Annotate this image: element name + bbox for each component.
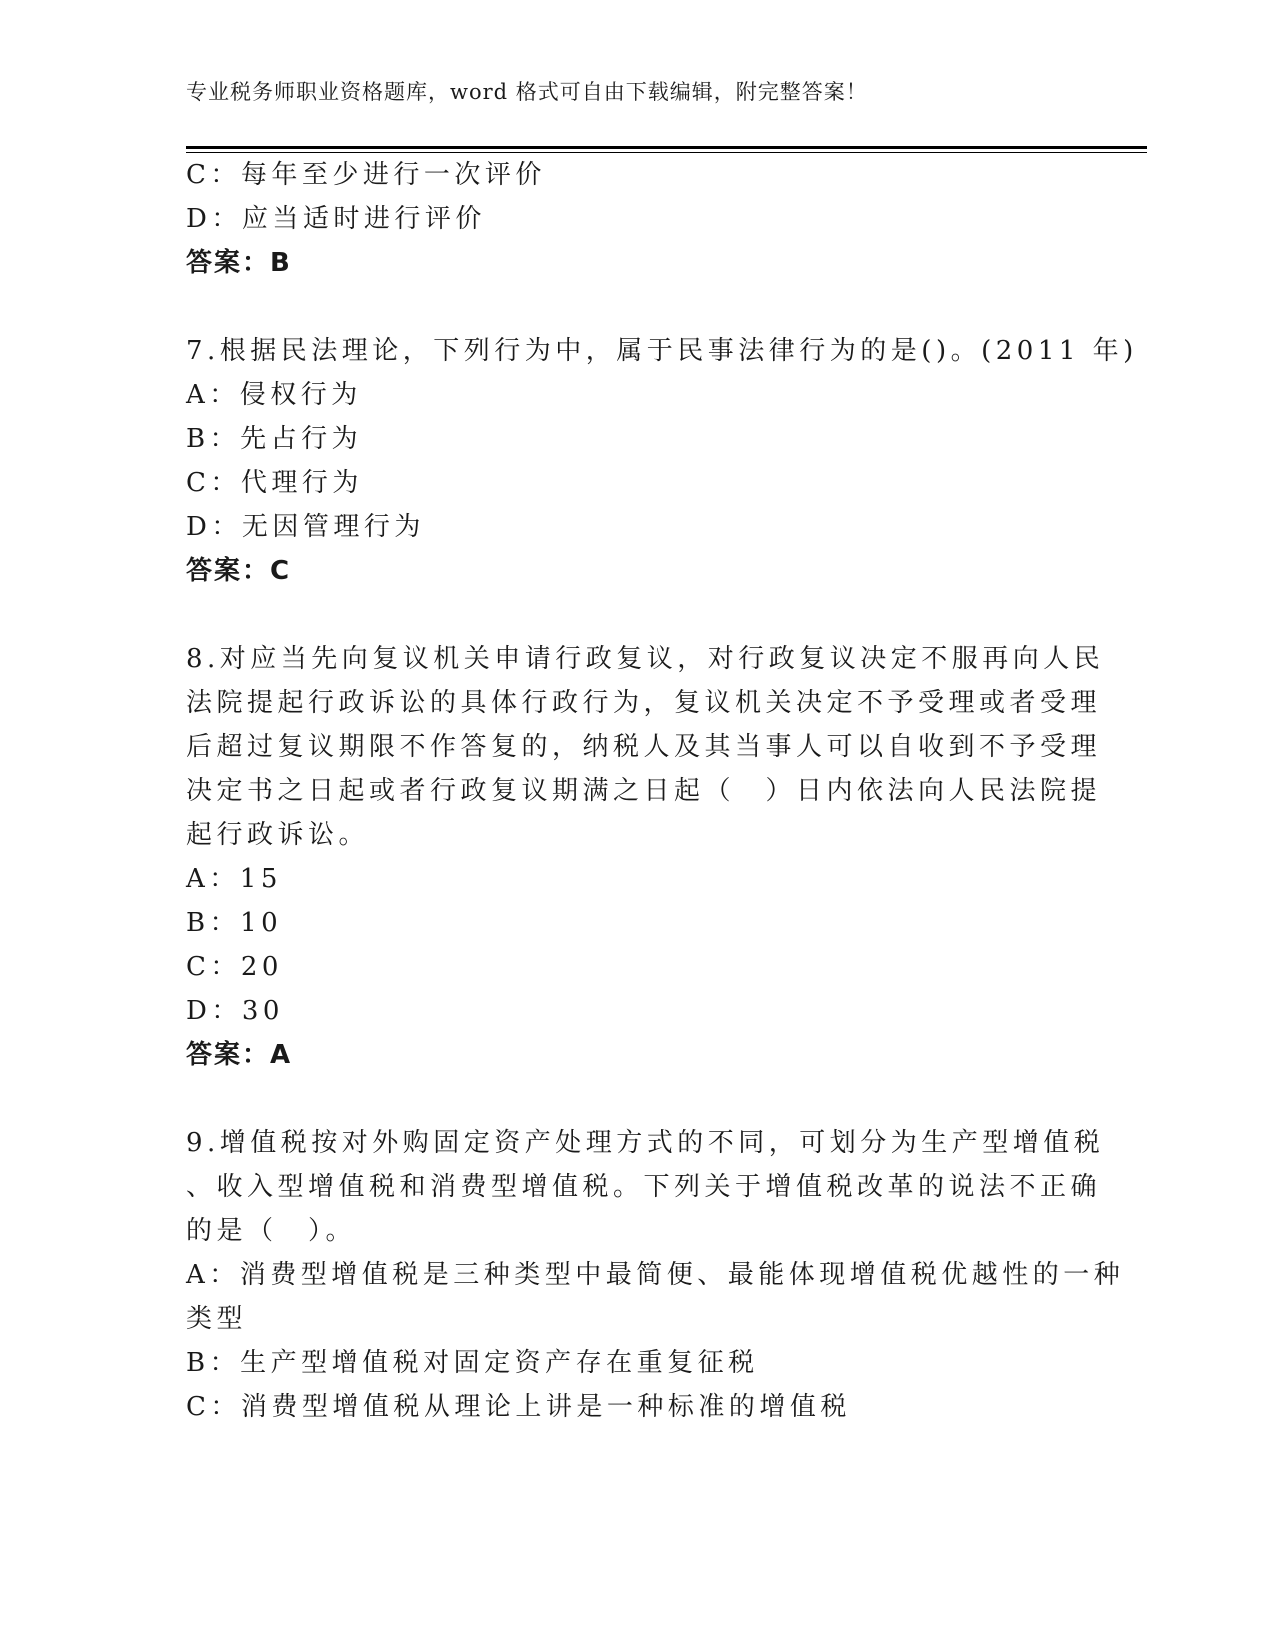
header-text: 专业税务师职业资格题库，word 格式可自由下载编辑，附完整答案！ <box>186 80 868 104</box>
q9-option-a-line: A：消费型增值税是三种类型中最简便、最能体现增值税优越性的一种 <box>186 1260 1125 1290</box>
q9-option-a-line: 类型 <box>186 1304 248 1334</box>
q7-option-b: B：先占行为 <box>186 424 363 454</box>
q7-option-a: A：侵权行为 <box>186 380 362 410</box>
q9-stem-line: 9.增值税按对外购固定资产处理方式的不同，可划分为生产型增值税 <box>186 1128 1105 1158</box>
q6-answer: 答案：B <box>186 248 292 278</box>
q8-option-b: B：10 <box>186 908 283 938</box>
q8-stem-line: 后超过复议期限不作答复的，纳税人及其当事人可以自收到不予受理 <box>186 732 1102 762</box>
q6-option-d: D：应当适时进行评价 <box>186 204 486 234</box>
q9-stem-line: 的是（ ）。 <box>186 1216 357 1246</box>
q8-stem-line: 法院提起行政诉讼的具体行政行为，复议机关决定不予受理或者受理 <box>186 688 1102 718</box>
q9-option-c: C：消费型增值税从理论上讲是一种标准的增值税 <box>186 1392 851 1422</box>
header-rule-thin <box>186 152 1147 153</box>
q7-stem: 7.根据民法理论，下列行为中，属于民事法律行为的是()。(2011 年) <box>186 336 1138 366</box>
q8-option-c: C：20 <box>186 952 283 982</box>
q8-stem-line: 8.对应当先向复议机关申请行政复议，对行政复议决定不服再向人民 <box>186 644 1105 674</box>
q8-option-a: A：15 <box>186 864 282 894</box>
q7-option-c: C：代理行为 <box>186 468 363 498</box>
q7-option-d: D：无因管理行为 <box>186 512 425 542</box>
q8-answer: 答案：A <box>186 1040 293 1070</box>
header-rule-thick <box>186 146 1147 149</box>
q8-stem-line: 决定书之日起或者行政复议期满之日起（ ）日内依法向人民法院提 <box>186 776 1102 806</box>
q7-answer: 答案：C <box>186 556 292 586</box>
q6-option-c: C：每年至少进行一次评价 <box>186 160 546 190</box>
q9-stem-line: 、收入型增值税和消费型增值税。下列关于增值税改革的说法不正确 <box>186 1172 1102 1202</box>
q8-option-d: D：30 <box>186 996 284 1026</box>
q9-option-b: B：生产型增值税对固定资产存在重复征税 <box>186 1348 759 1378</box>
q8-stem-line: 起行政诉讼。 <box>186 820 370 850</box>
